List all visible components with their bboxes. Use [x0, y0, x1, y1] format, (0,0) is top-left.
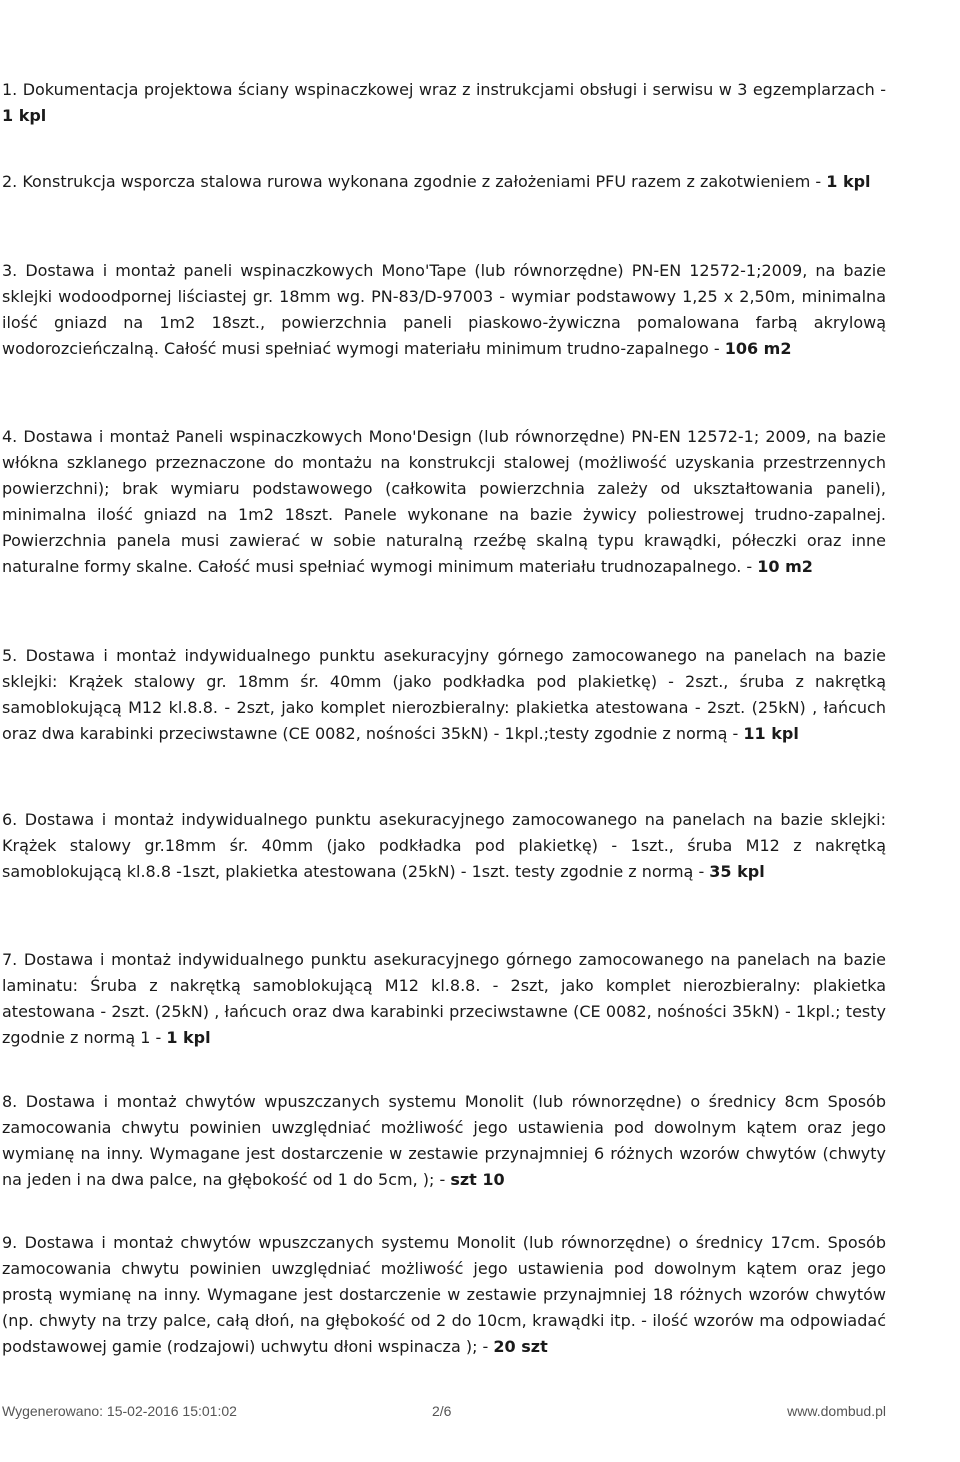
list-item [2, 77, 886, 129]
item-text: 7. Dostawa i montaż indywidualnego punktu asekuracyjnego górnego zamocowanego na panelach na bazie laminatu: Śruba z nakrętką samoblokującą M12 kl.8.8. - 2szt, jako komplet nierozbieralny: plakietka atestowana - 2szt. (25kN) , łańcuch oraz dwa karabinki przeciwstawne (CE 0082, nośności 35kN) - 1kpl.; testy zgodnie z normą 1 - [2, 950, 886, 1047]
item-quantity: 10 m2 [757, 557, 813, 576]
list-item [2, 258, 886, 362]
item-text: 5. Dostawa i montaż indywidualnego punktu asekuracyjny górnego zamocowanego na panelach na bazie sklejki: Krążek stalowy gr. 18mm śr. 40mm (jako podkładka pod plakietkę) - 2szt., śruba z nakrętką samoblokującą M12 kl.8.8. - 2szt, jako komplet nierozbieralny: plakietka atestowana - 2szt. (25kN) , łańcuch oraz dwa karabinki przeciwstawne (CE 0082, nośności 35kN) - 1kpl.;testy zgodnie z normą - [2, 646, 886, 743]
item-quantity: 35 kpl [709, 862, 765, 881]
list-item [2, 169, 886, 195]
item-text: 6. Dostawa i montaż indywidualnego punktu asekuracyjnego zamocowanego na panelach na bazie sklejki: Krążek stalowy gr.18mm śr. 40mm (jako podkładka pod plakietkę) - 1szt., śruba M12 z nakrętką samoblokującą kl.8.8 -1szt, plakietka atestowana (25kN) - 1szt. testy zgodnie z normą - [2, 810, 886, 881]
item-quantity: 11 kpl [743, 724, 799, 743]
list-item [2, 1230, 886, 1360]
item-text: 8. Dostawa i montaż chwytów wpuszczanych systemu Monolit (lub równorzędne) o średnicy 8cm Sposób zamocowania chwytu powinien uwzględniać możliwość jego ustawienia pod dowolnym kątem oraz jego wymianę na inny. Wymagane jest dostarczenie w zestawie przynajmniej 6 różnych wzorów chwytów (chwyty na jeden i na dwa palce, na głębokość od 1 do 5cm, ); - [2, 1092, 886, 1189]
item-quantity: 106 m2 [724, 339, 792, 358]
item-text: 1. Dokumentacja projektowa ściany wspinaczkowej wraz z instrukcjami obsługi i serwisu w 3 egzemplarzach - [2, 80, 886, 99]
item-text: 9. Dostawa i montaż chwytów wpuszczanych systemu Monolit (lub równorzędne) o średnicy 17cm. Sposób zamocowania chwytu powinien uwzględniać możliwość jego ustawienia pod dowolnym kątem oraz jego prostą wymianę na inny. Wymagane jest dostarczenie w zestawie przynajmniej 18 różnych wzorów chwytów (np. chwyty na trzy palce, całą dłoń, na głębokość od 2 do 10cm, krawądki itp. - ilość wzorów ma odpowiadać podstawowej gamie (rodzajowi) uchwytu dłoni wspinacza ); - [2, 1233, 886, 1356]
item-text: 4. Dostawa i montaż Paneli wspinaczkowych Mono'Design (lub równorzędne) PN-EN 12572-1; 2009, na bazie włókna szklanego przeznaczone do montażu na konstrukcji stalowej (możliwość uzyskania przestrzennych powierzchni); brak wymiaru podstawowego (całkowita powierzchnia zależy od ukształtowania paneli), minimalna ilość gniazd na 1m2 18szt. Panele wykonane na bazie żywicy poliestrowej trudno-zapalnej. Powierzchnia panela musi zawierać w sobie naturalną rzeźbę skalną typu krawądki, półeczki oraz inne naturalne formy skalne. Całość musi spełniać wymogi minimum materiału trudnozapalnego. - [2, 427, 886, 576]
list-item [2, 424, 886, 580]
site-link[interactable]: www.dombud.pl [787, 1403, 886, 1419]
list-item [2, 643, 886, 747]
item-quantity: szt 10 [450, 1170, 505, 1189]
item-quantity: 1 kpl [2, 106, 47, 125]
item-quantity: 20 szt [493, 1337, 548, 1356]
item-quantity: 1 kpl [166, 1028, 211, 1047]
item-text: 2. Konstrukcja wsporcza stalowa rurowa wykonana zgodnie z założeniami PFU razem z zakotwieniem - [2, 172, 827, 191]
page-number: 2/6 [432, 1403, 452, 1419]
generated-timestamp: Wygenerowano: 15-02-2016 15:01:02 [2, 1403, 237, 1419]
list-item [2, 1089, 886, 1193]
item-quantity: 1 kpl [826, 172, 871, 191]
item-text: 3. Dostawa i montaż paneli wspinaczkowych Mono'Tape (lub równorzędne) PN-EN 12572-1;2009, na bazie sklejki wodoodpornej liściastej gr. 18mm wg. PN-83/D-97003 - wymiar podstawowy 1,25 x 2,50m, minimalna ilość gniazd na 1m2 18szt., powierzchnia paneli piaskowo-żywiczna pomalowana farbą akrylową wodorozcieńczalną. Całość musi spełniać wymogi materiału minimum trudno-zapalnego - [2, 261, 886, 358]
list-item [2, 807, 886, 885]
list-item [2, 947, 886, 1051]
